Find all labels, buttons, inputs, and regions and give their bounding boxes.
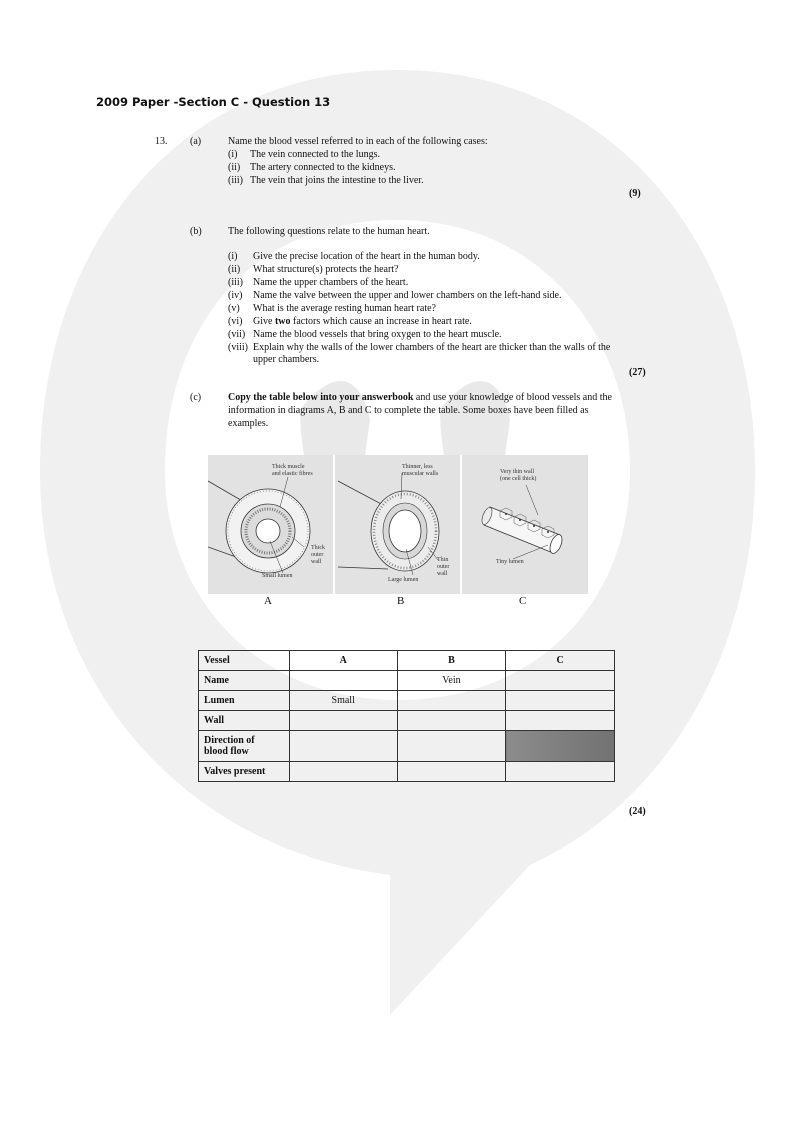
table-header-row xyxy=(199,651,615,671)
table-cell xyxy=(289,671,397,691)
artery-label-wall: Thick xyxy=(311,545,325,551)
part-a-item-text: The vein that joins the intestine to the liver. xyxy=(250,175,424,186)
part-b-item-text: Name the upper chambers of the heart. xyxy=(253,277,409,288)
part-c-marks: (24) xyxy=(629,806,646,817)
table-cell xyxy=(289,762,397,782)
part-b-item-num: (vii) xyxy=(228,329,246,340)
part-c-intro-line3: examples. xyxy=(228,418,269,429)
table-cell xyxy=(506,711,615,731)
part-b-label: (b) xyxy=(190,226,202,237)
part-a-item-num: (iii) xyxy=(228,175,243,186)
part-c-intro-line2: information in diagrams A, B and C to complete the table. Some boxes have been filled as xyxy=(228,405,589,416)
vein-label-wall-3: wall xyxy=(437,571,448,577)
part-b-item-text: Name the blood vessels that bring oxygen to the heart muscle. xyxy=(253,329,502,340)
part-b-item-text: What structure(s) protects the heart? xyxy=(253,264,399,275)
part-a-label: (a) xyxy=(190,136,202,147)
table-cell xyxy=(506,691,615,711)
vein-label-wall: Thin xyxy=(437,557,449,563)
diagram-letter-b: B xyxy=(397,595,405,607)
part-a-item-num: (i) xyxy=(228,149,238,160)
part-b-marks: (27) xyxy=(629,367,646,378)
table-cell: Small xyxy=(289,691,397,711)
blood-vessel-diagram xyxy=(208,455,588,594)
table-cell: Vein xyxy=(397,671,506,691)
shaded-cell xyxy=(506,731,615,762)
part-b-item-num: (viii) xyxy=(228,342,248,353)
table-cell xyxy=(397,731,506,762)
part-b-item-num: (i) xyxy=(228,251,238,262)
artery-label-muscle: Thick muscle xyxy=(272,464,305,470)
vein-label-lumen: Large lumen xyxy=(388,577,419,583)
question-number: 13. xyxy=(155,136,168,147)
part-b-item-num: (v) xyxy=(228,303,240,314)
table-cell xyxy=(397,762,506,782)
row-label: Valves present xyxy=(199,762,290,782)
artery-label-lumen: Small lumen xyxy=(262,573,293,579)
capillary-label-wall: Very thin wall xyxy=(500,469,534,475)
part-a-item-text: The vein connected to the lungs. xyxy=(250,149,380,160)
table-cell xyxy=(397,691,506,711)
table-cell xyxy=(506,762,615,782)
artery-label-wall-2: outer xyxy=(311,552,324,558)
part-b-item-num: (ii) xyxy=(228,264,241,275)
part-b-item-text: What is the average resting human heart rate? xyxy=(253,303,436,314)
artery-cross-section xyxy=(208,477,310,573)
diagram-letter-c: C xyxy=(519,595,527,607)
table-row xyxy=(199,731,615,762)
artery-label-wall-3: wall xyxy=(311,559,322,565)
row-label: Direction of blood flow xyxy=(199,731,290,762)
table-header-cell: B xyxy=(397,651,506,671)
vein-label-muscle: Thinner, less xyxy=(402,464,433,470)
part-a-item-num: (ii) xyxy=(228,162,241,173)
part-b-item-text-cont: upper chambers. xyxy=(253,354,320,365)
table-row xyxy=(199,671,615,691)
vein-cross-section xyxy=(338,473,439,575)
part-b-item-num: (iv) xyxy=(228,290,243,301)
table-cell xyxy=(289,711,397,731)
table-row xyxy=(199,711,615,731)
table-cell xyxy=(289,731,397,762)
table-row xyxy=(199,762,615,782)
capillary-illustration xyxy=(480,485,564,559)
table-header-cell: A xyxy=(289,651,397,671)
part-b-item-text: Give two factors which cause an increase in heart rate. xyxy=(253,316,472,327)
part-c-intro: Copy the table below into your answerbook and use your knowledge of blood vessels and the xyxy=(228,392,612,403)
vein-label-muscle-2: muscular walls xyxy=(402,471,439,477)
part-a-marks: (9) xyxy=(629,188,641,199)
table-header-cell: Vessel xyxy=(199,651,290,671)
part-b-item-num: (vi) xyxy=(228,316,243,327)
capillary-label-lumen: Tiny lumen xyxy=(496,559,524,565)
capillary-label-wall-2: (one cell thick) xyxy=(500,476,537,482)
blood-vessel-table xyxy=(198,650,615,782)
table-cell xyxy=(397,711,506,731)
artery-label-muscle-2: and elastic fibres xyxy=(272,471,313,477)
part-c-label: (c) xyxy=(190,392,202,403)
part-b-item-text: Explain why the walls of the lower chambers of the heart are thicker than the walls of the xyxy=(253,342,611,353)
row-label: Wall xyxy=(199,711,290,731)
part-b-intro: The following questions relate to the human heart. xyxy=(228,226,430,237)
row-label: Name xyxy=(199,671,290,691)
table-header-cell: C xyxy=(506,651,615,671)
part-a-item-text: The artery connected to the kidneys. xyxy=(250,162,396,173)
table-cell xyxy=(506,671,615,691)
part-a-intro: Name the blood vessel referred to in each of the following cases: xyxy=(228,136,488,147)
vein-label-wall-2: outer xyxy=(437,564,450,570)
page-heading: 2009 Paper -Section C - Question 13 xyxy=(96,95,331,109)
part-b-item-text: Name the valve between the upper and lower chambers on the left-hand side. xyxy=(253,290,562,301)
diagram-letter-a: A xyxy=(264,595,272,607)
part-b-item-text: Give the precise location of the heart in the human body. xyxy=(253,251,480,262)
table-row xyxy=(199,691,615,711)
part-b-item-num: (iii) xyxy=(228,277,243,288)
row-label: Lumen xyxy=(199,691,290,711)
